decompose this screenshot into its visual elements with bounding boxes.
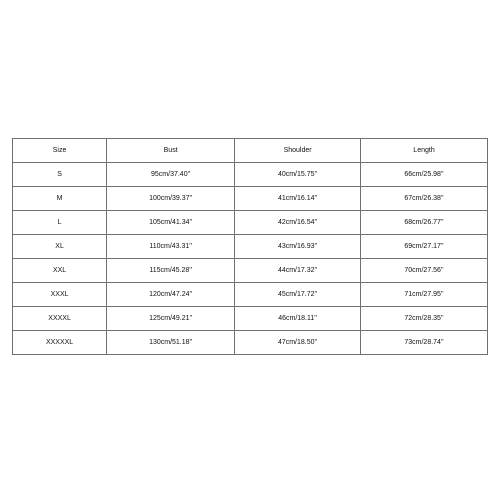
table-header-row [13,139,488,163]
header-bust: Bust [107,139,235,163]
size-cell: XXXXXL [13,331,107,355]
table-row [13,211,488,235]
shoulder-cell: 46cm/18.11'' [235,307,361,331]
length-cell: 72cm/28.35'' [361,307,488,331]
bust-cell: 115cm/45.28'' [107,259,235,283]
shoulder-cell: 44cm/17.32'' [235,259,361,283]
size-cell: XXL [13,259,107,283]
bust-cell: 100cm/39.37'' [107,187,235,211]
header-size: Size [13,139,107,163]
length-cell: 73cm/28.74'' [361,331,488,355]
header-length: Length [361,139,488,163]
shoulder-cell: 40cm/15.75'' [235,163,361,187]
size-cell: XXXXL [13,307,107,331]
table-row [13,163,488,187]
length-cell: 66cm/25.98'' [361,163,488,187]
table-row [13,307,488,331]
bust-cell: 130cm/51.18'' [107,331,235,355]
size-chart-table [12,138,488,355]
length-cell: 70cm/27.56'' [361,259,488,283]
length-cell: 71cm/27.95'' [361,283,488,307]
table-row [13,235,488,259]
shoulder-cell: 43cm/16.93'' [235,235,361,259]
size-cell: XL [13,235,107,259]
size-cell: L [13,211,107,235]
bust-cell: 95cm/37.40'' [107,163,235,187]
shoulder-cell: 42cm/16.54'' [235,211,361,235]
length-cell: 68cm/26.77'' [361,211,488,235]
bust-cell: 105cm/41.34'' [107,211,235,235]
shoulder-cell: 45cm/17.72'' [235,283,361,307]
table-row [13,331,488,355]
table-row [13,259,488,283]
table-row [13,283,488,307]
length-cell: 67cm/26.38'' [361,187,488,211]
size-cell: XXXL [13,283,107,307]
header-shoulder: Shoulder [235,139,361,163]
table-row [13,187,488,211]
bust-cell: 120cm/47.24'' [107,283,235,307]
size-cell: M [13,187,107,211]
shoulder-cell: 47cm/18.50'' [235,331,361,355]
size-cell: S [13,163,107,187]
length-cell: 69cm/27.17'' [361,235,488,259]
shoulder-cell: 41cm/16.14'' [235,187,361,211]
bust-cell: 125cm/49.21'' [107,307,235,331]
bust-cell: 110cm/43.31'' [107,235,235,259]
